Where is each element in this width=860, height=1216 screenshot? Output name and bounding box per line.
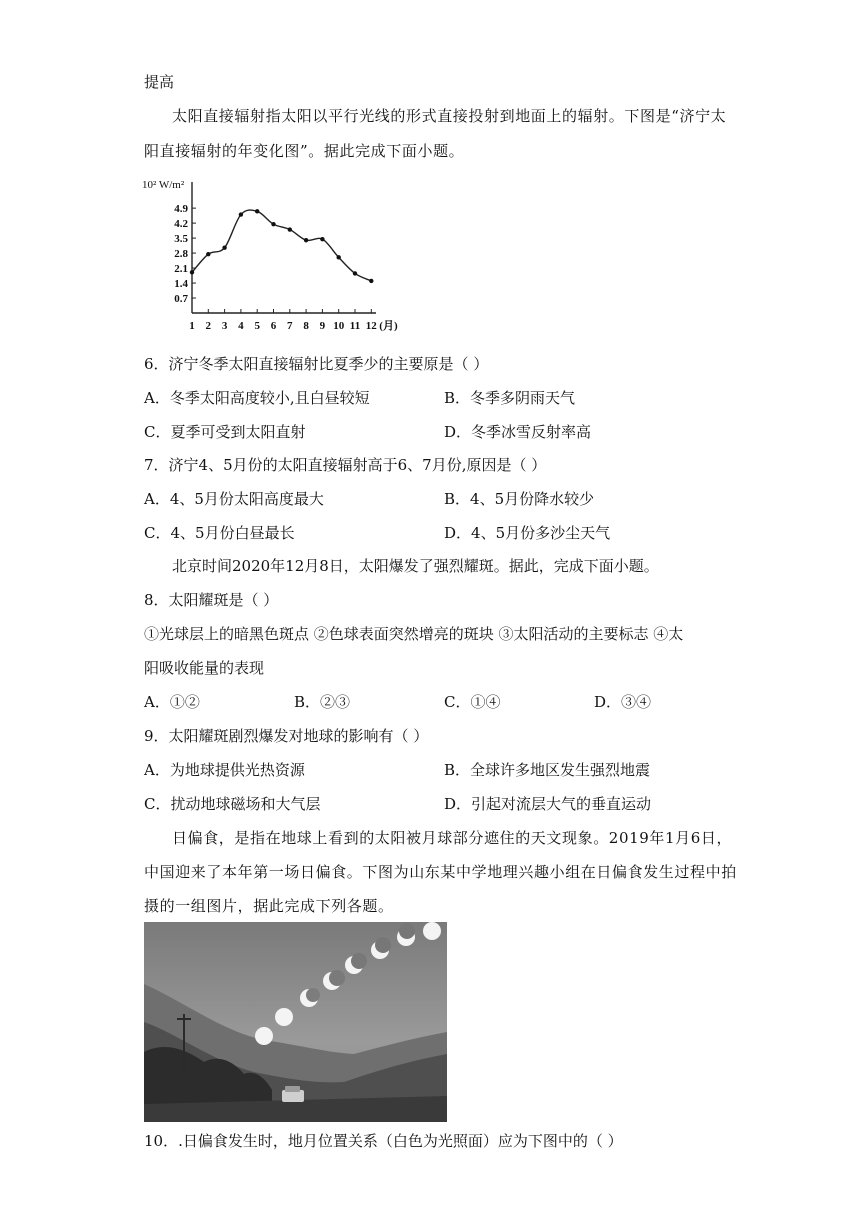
radiation-chart-svg — [140, 172, 400, 342]
x-axis-label: (月) — [379, 320, 398, 332]
data-point — [288, 227, 292, 231]
y-tick-label: 1.4 — [174, 278, 188, 291]
passage1-line2: 阳直接辐射的年变化图”。据此完成下面小题。 — [144, 142, 465, 160]
data-point — [369, 279, 373, 283]
passage2: 北京时间2020年12月8日，太阳爆发了强烈耀斑。据此，完成下面小题。 — [172, 557, 659, 575]
x-tick-label: 11 — [349, 320, 361, 332]
eclipse-photo-svg — [144, 922, 447, 1122]
x-tick-label: 2 — [205, 320, 212, 332]
q8-statements-line2: 阳吸收能量的表现 — [144, 659, 265, 677]
passage3-line2: 中国迎来了本年第一场日偏食。下图为山东某中学地理兴趣小组在日偏食发生过程中拍 — [144, 863, 737, 881]
series-line — [192, 210, 371, 281]
q6-option-b[interactable]: B．冬季多阴雨天气 — [444, 389, 576, 407]
x-tick-label: 9 — [319, 320, 326, 332]
x-tick-label: 3 — [221, 320, 228, 332]
q7-option-a[interactable]: A．4、5月份太阳高度最大 — [144, 490, 324, 508]
q10-stem: 10．.日偏食发生时，地月位置关系（白色为光照面）应为下图中的（ ） — [144, 1132, 623, 1150]
data-point — [353, 271, 357, 275]
x-tick-label: 8 — [303, 320, 309, 332]
x-tick-label: 5 — [254, 320, 260, 332]
x-tick-label: 4 — [238, 320, 244, 332]
x-tick-label: 10 — [333, 320, 345, 332]
q9-option-d[interactable]: D．引起对流层大气的垂直运动 — [444, 795, 652, 813]
y-tick-label: 2.8 — [174, 248, 188, 261]
q8-option-c[interactable]: C．①④ — [444, 693, 501, 711]
q6-option-a[interactable]: A．冬季太阳高度较小,且白昼较短 — [144, 389, 370, 407]
data-point — [222, 246, 226, 250]
q8-stem: 8．太阳耀斑是（ ） — [144, 591, 279, 609]
x-tick-label: 12 — [365, 320, 377, 332]
q6-option-c[interactable]: C．夏季可受到太阳直射 — [144, 423, 306, 441]
y-tick-label: 4.2 — [174, 218, 188, 231]
data-point — [190, 270, 194, 274]
data-point — [206, 252, 210, 256]
passage3-line3: 摄的一组图片，据此完成下列各题。 — [144, 897, 394, 915]
q7-option-c[interactable]: C．4、5月份白昼最长 — [144, 524, 295, 542]
y-tick-label: 4.9 — [174, 203, 188, 216]
passage3-line1: 日偏食，是指在地球上看到的太阳被月球部分遮住的天文现象。2019年1月6日， — [172, 829, 733, 847]
x-tick-label: 6 — [270, 320, 277, 332]
data-point — [255, 209, 259, 213]
q7-stem: 7．济宁4、5月份的太阳直接辐射高于6、7月份,原因是（ ） — [144, 456, 547, 474]
q9-option-a[interactable]: A．为地球提供光热资源 — [144, 761, 305, 779]
q7-option-d[interactable]: D．4、5月份多沙尘天气 — [444, 524, 611, 542]
data-point — [304, 238, 308, 242]
q9-option-c[interactable]: C．扰动地球磁场和大气层 — [144, 795, 321, 813]
q6-stem: 6．济宁冬季太阳直接辐射比夏季少的主要原是（ ） — [144, 355, 489, 373]
q8-statements-line1: ①光球层上的暗黑色斑点 ②色球表面突然增亮的斑块 ③太阳活动的主要标志 ④太 — [144, 625, 684, 643]
radiation-chart — [140, 172, 400, 342]
q9-stem: 9．太阳耀斑剧烈爆发对地球的影响有（ ） — [144, 727, 429, 745]
data-point — [271, 222, 275, 226]
y-tick-label: 2.1 — [174, 263, 188, 276]
q7-option-b[interactable]: B．4、5月份降水较少 — [444, 490, 595, 508]
y-tick-label: 0.7 — [174, 293, 188, 306]
eclipse-sequence-photo — [144, 922, 447, 1122]
data-point — [239, 212, 243, 216]
data-point — [320, 237, 324, 241]
passage1-line1: 太阳直接辐射指太阳以平行光线的形式直接投射到地面上的辐射。下图是“济宁太 — [172, 107, 727, 125]
q8-option-b[interactable]: B．②③ — [294, 693, 351, 711]
y-tick-label: 3.5 — [174, 233, 188, 246]
q8-option-d[interactable]: D．③④ — [594, 693, 652, 711]
y-axis-label: 10² W/m² — [142, 179, 185, 191]
q9-option-b[interactable]: B．全球许多地区发生强烈地震 — [444, 761, 651, 779]
q6-option-d[interactable]: D．冬季冰雪反射率高 — [444, 423, 592, 441]
q8-option-a[interactable]: A．①② — [144, 693, 200, 711]
x-tick-label: 1 — [189, 320, 195, 332]
x-tick-label: 7 — [287, 320, 293, 332]
data-point — [337, 255, 341, 259]
top-text: 提高 — [144, 73, 175, 91]
